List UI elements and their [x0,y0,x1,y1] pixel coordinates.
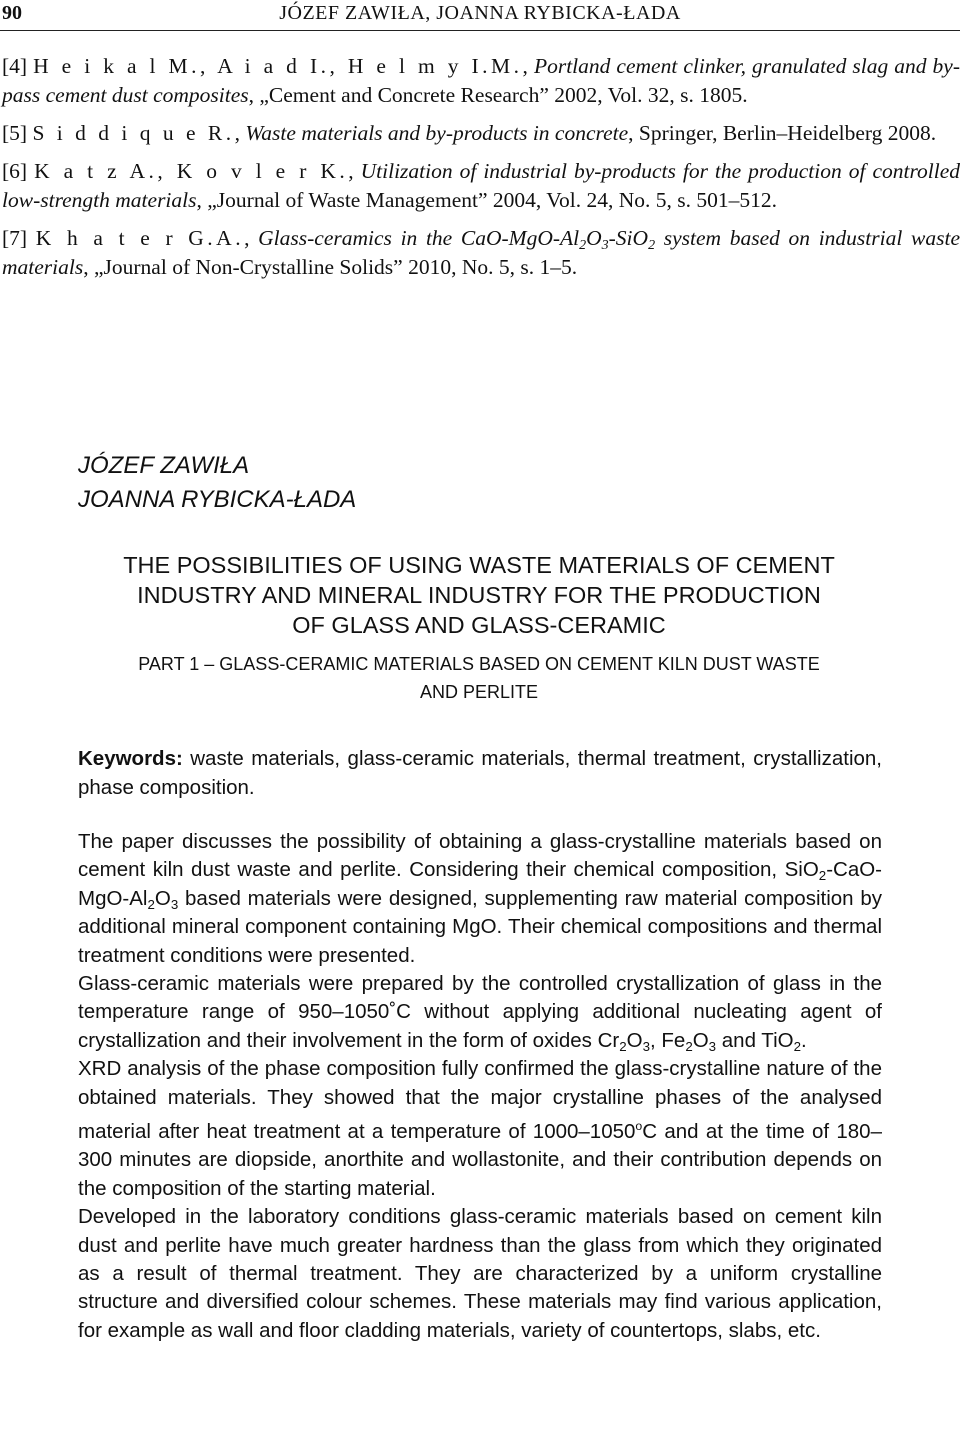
author-name: JOANNA RYBICKA-ŁADA [78,486,357,513]
abstract-text: C and at the time of 180–300 minutes are diopside, anorthite and wollastonite, and their contribution depends on the composition of the starting material. [78,1119,882,1200]
abstract-text: and TiO [716,1028,794,1052]
abstract-text: The paper discusses the possibility of obtaining a glass-crystalline materials based on cement kiln dust waste and perlite. Considering their chemical composition, SiO [78,830,882,882]
reference-list [2,52,960,291]
subscript: 2 [579,238,587,254]
title-text: Glass-ceramics in the CaO-MgO-Al [258,226,580,250]
page-header [0,0,960,38]
abstract-text: Glass-ceramic materials were prepared by the controlled crystallization of glass in the temperature range of 950–1050˚C without applying additional nucleating agent of crystallization and their involvement in the form of oxides Cr [78,972,882,1052]
header-rule [0,30,960,31]
subtitle-line: AND PERLITE [419,682,539,702]
subscript: 3 [170,896,179,912]
title-line: OF GLASS AND GLASS-CERAMIC [292,612,666,638]
abstract-text: O [692,1028,709,1052]
reference-title: Waste materials and by-products in concrete [245,121,629,145]
subscript: 2 [793,1038,801,1054]
reference-source: „Cement and Concrete Research” 2002, Vol. 32, s. 1805. [259,83,748,107]
abstract-text: -CaO-MgO-Al [78,858,882,910]
title-text: system based on industrial waste materials [2,226,960,279]
abstract-paragraph [78,1055,882,1203]
running-head: JÓZEF ZAWIŁA, JOANNA RYBICKA-ŁADA [279,2,681,24]
reference-authors: S i d d i q u e R. [32,121,235,145]
abstract-paragraph [78,828,882,970]
reference-number: [4] [2,54,28,78]
reference-authors: H e i k a l M., A i a d I., H e l m y I.M. [33,54,523,78]
subscript: 2 [685,1038,693,1054]
title-text: O [586,226,602,250]
reference-number: [7] [2,226,28,250]
abstract [78,828,882,1345]
subscript: 3 [642,1038,650,1054]
reference-source: „Journal of Waste Management” 2004, Vol. 24, No. 5, s. 501–512. [207,188,777,212]
abstract-text: O [626,1028,643,1052]
reference-number: [6] [2,159,28,183]
reference-authors: K h a t e r G.A. [35,226,245,250]
superscript: o [635,1119,643,1134]
title-text: -SiO [608,226,649,250]
subscript: 3 [708,1038,717,1054]
reference-title: Utilization of industrial by-products for the production of controlled low-strength materials [2,159,960,212]
page-number: 90 [2,2,22,24]
reference-6: [6] K a t z A., K o v l e r K., Utilization of industrial by-products for the production of controlled low-strength materials, „Journal of Waste Management” 2004, Vol. 24, No. 5, s. 501–512. [2,159,960,212]
reference-source: Springer, Berlin–Heidelberg 2008. [638,121,937,145]
subscript: 2 [818,868,827,884]
reference-title: Portland cement clinker, granulated slag and by-pass cement dust composites [2,54,960,107]
abstract-text: , Fe [649,1028,686,1052]
reference-5: [5] S i d d i q u e R., Waste materials and by-products in concrete, Springer, Berlin–Heidelberg 2008. [2,121,937,145]
reference-authors: K a t z A., K o v l e r K. [34,159,349,183]
article-authors [78,450,356,518]
author-name: JÓZEF ZAWIŁA [78,452,250,479]
reference-source: „Journal of Non-Crystalline Solids” 2010, No. 5, s. 1–5. [93,255,578,279]
subtitle-line: PART 1 – GLASS-CERAMIC MATERIALS BASED ON CEMENT KILN DUST WASTE [138,654,820,674]
title-line: INDUSTRY AND MINERAL INDUSTRY FOR THE PRODUCTION [137,582,821,608]
abstract-text: . [800,1028,807,1052]
keywords [78,744,882,802]
abstract-text: O [154,886,171,910]
subscript: 2 [147,896,155,912]
abstract-text: based materials were designed, supplementing raw material composition by additional mineral component containing MgO. Their chemical compositions and thermal treatment conditions were presented. [78,886,882,967]
subscript: 2 [619,1038,627,1054]
article-subtitle [78,650,880,706]
reference-4: [4] H e i k a l M., A i a d I., H e l m y I.M., Portland cement clinker, granulated slag and by-pass cement dust composites, „Cement and Concrete Research” 2002, Vol. 32, s. 1805. [2,54,960,107]
subscript: 3 [601,238,609,254]
reference-number: [5] [2,121,28,145]
abstract-paragraph [78,970,882,1055]
title-line: THE POSSIBILITIES OF USING WASTE MATERIALS OF CEMENT [123,552,835,578]
abstract-text: XRD analysis of the phase composition fully confirmed the glass-crystalline nature of the obtained materials. They showed that the major crystalline phases of the analysed material after heat treatment at a temperature of 1000–1050 [78,1057,882,1143]
article-title [78,550,880,640]
abstract-paragraph: Developed in the laboratory conditions glass-ceramic materials based on cement kiln dust and perlite have much greater hardness than the glass from which they originated as a result of thermal treatment. They are characterized by a uniform crystalline structure and diversified colour schemes. These materials may find various application, for example as wall and floor cladding materials, variety of countertops, slabs, etc. [78,1205,882,1342]
keywords-label: Keywords: [78,747,183,770]
subscript: 2 [648,238,656,254]
reference-7: [7] K h a t e r G.A., Glass-ceramics in the CaO-$MgO-Al_2O_3-SiO_2$ system based on industrial waste materials, „Journal of Non-Crystalline Solids” 2010, No. 5, s. 1–5. [2,226,960,279]
keywords-text: waste materials, glass-ceramic materials, thermal treatment, crystallization, phase composition. [78,747,882,799]
